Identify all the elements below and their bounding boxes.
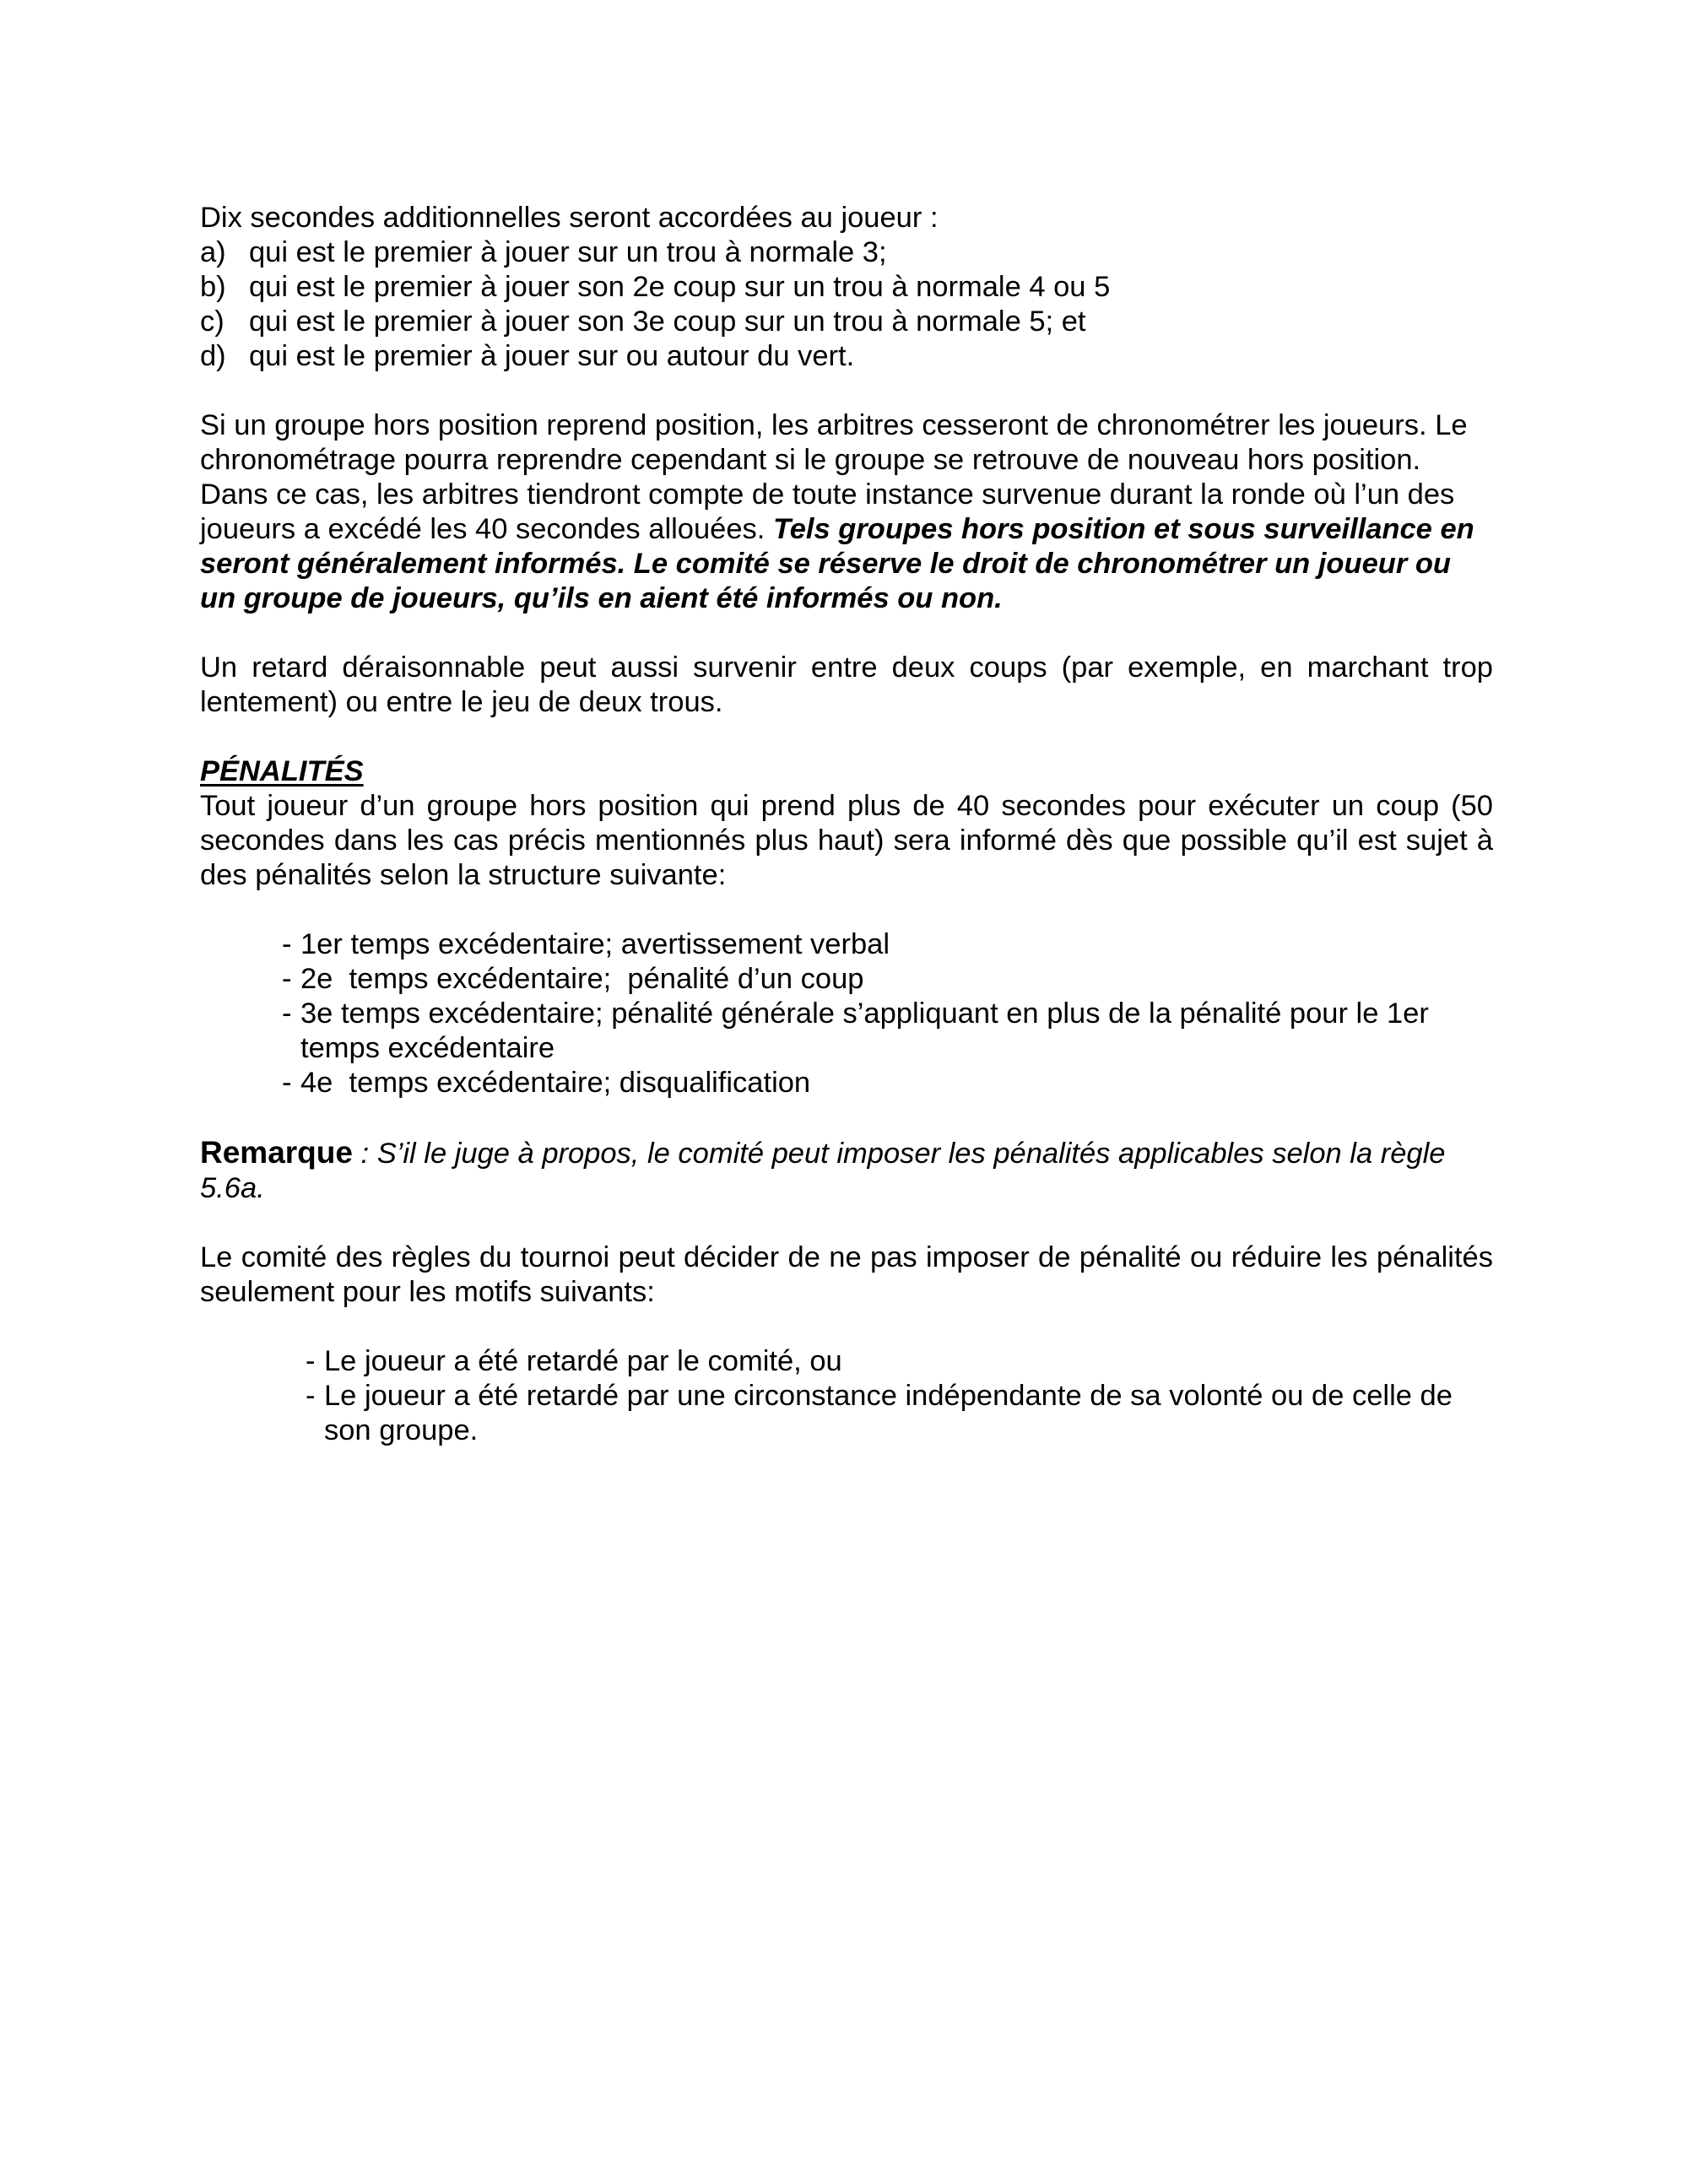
spacer: [200, 1206, 1493, 1241]
motives-list: [200, 1344, 1493, 1448]
list-marker: d): [200, 340, 226, 372]
condition-item: [200, 235, 1493, 270]
document-page: [200, 201, 1493, 1448]
spacer: [200, 616, 1493, 651]
list-marker: -: [282, 997, 292, 1030]
condition-item: [200, 339, 1493, 374]
penalty-text: 4e temps excédentaire; disqualification: [300, 1067, 811, 1099]
committee-paragraph: Le comité des règles du tournoi peut décider de ne pas imposer de pénalité ou réduire les pénalités seulement pour les motifs suivants:: [200, 1241, 1493, 1308]
penalty-text: 3e temps excédentaire; pénalité générale s’appliquant en plus de la pénalité pour le 1er temps excédentaire: [300, 997, 1429, 1064]
condition-item: [200, 305, 1493, 339]
motive-item: [306, 1344, 1493, 1379]
penalty-item: [282, 997, 1493, 1066]
list-marker: c): [200, 305, 225, 338]
list-marker: b): [200, 271, 226, 303]
spacer: [200, 720, 1493, 754]
spacer: [200, 1310, 1493, 1344]
penalties-list: [200, 927, 1493, 1100]
penalty-text: 1er temps excédentaire; avertissement verbal: [300, 928, 890, 960]
penalties-heading-text: PÉNALITÉS: [200, 755, 364, 787]
penalty-item: [282, 1066, 1493, 1100]
motive-item: [306, 1379, 1493, 1448]
penalty-item: [282, 927, 1493, 962]
list-marker: -: [306, 1380, 316, 1412]
list-marker: -: [282, 928, 292, 960]
conditions-list: [200, 235, 1493, 374]
remark-paragraph: [200, 1135, 1493, 1206]
list-marker: -: [282, 1067, 292, 1099]
position-paragraph-text: Si un groupe hors position reprend position, les arbitres cesseront de chronométrer les joueurs. Le chronométrage pourra reprendre cependant si le groupe se retrouve de nouveau hors position. Dans ce cas, les arbitres tiendront compte de toute instance survenue durant la ronde où l’un des joueurs a excédé les 40 secondes allouées.: [200, 409, 1468, 545]
condition-text: qui est le premier à jouer son 3e coup sur un trou à normale 5; et: [249, 305, 1086, 338]
position-paragraph-emphasis: Tels groupes hors position et sous surveillance en seront généralement informés. Le comité se réserve le droit de chronométrer un joueur ou un groupe de joueurs, qu’ils en aient été informés ou non.: [200, 513, 1474, 614]
penalties-heading: [200, 754, 1493, 789]
spacer: [200, 893, 1493, 927]
intro-text: Dix secondes additionnelles seront accordées au joueur :: [200, 202, 939, 234]
condition-text: qui est le premier à jouer sur un trou à normale 3;: [249, 236, 887, 268]
condition-text: qui est le premier à jouer sur ou autour du vert.: [249, 340, 855, 372]
spacer: [200, 1100, 1493, 1135]
condition-text: qui est le premier à jouer son 2e coup sur un trou à normale 4 ou 5: [249, 271, 1111, 303]
motive-text: Le joueur a été retardé par une circonstance indépendante de sa volonté ou de celle de son groupe.: [324, 1380, 1453, 1446]
penalty-text: 2e temps excédentaire; pénalité d’un coup: [300, 963, 864, 995]
remark-text: : S’il le juge à propos, le comité peut imposer les pénalités applicables selon la règle 5.6a.: [200, 1138, 1446, 1204]
condition-item: [200, 270, 1493, 305]
remark-label: Remarque: [200, 1135, 353, 1170]
penalty-item: [282, 962, 1493, 997]
penalties-intro: Tout joueur d’un groupe hors position qui prend plus de 40 secondes pour exécuter un coup (50 secondes dans les cas précis mentionnés plus haut) sera informé dès que possible qu’il est sujet à des pénalités selon la structure suivante:: [200, 790, 1493, 891]
position-paragraph: [200, 408, 1493, 616]
list-marker: -: [282, 963, 292, 995]
spacer: [200, 374, 1493, 408]
list-marker: -: [306, 1345, 316, 1377]
motive-text: Le joueur a été retardé par le comité, ou: [324, 1345, 842, 1377]
list-marker: a): [200, 236, 226, 268]
delay-paragraph: Un retard déraisonnable peut aussi survenir entre deux coups (par exemple, en marchant trop lentement) ou entre le jeu de deux trous.: [200, 651, 1493, 718]
